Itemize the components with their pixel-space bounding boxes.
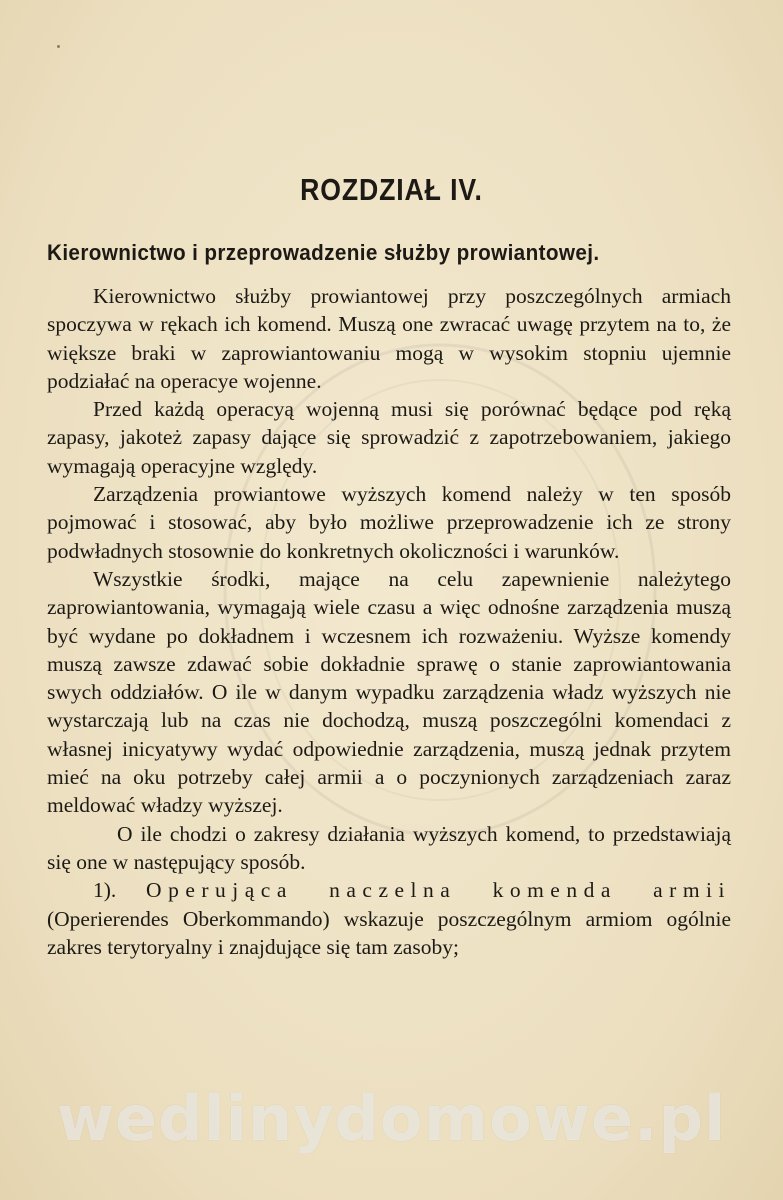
paragraph-5: O ile chodzi o zakresy działania wyższych komend, to przedstawiają się one w następujący sposób. [47, 821, 731, 874]
list-item-text: (Operierendes Oberkommando) wskazuje poszczególnym armiom ogólnie zakres terytoryalny i znajdujące się tam zasoby; [47, 906, 731, 959]
site-watermark: wedlinydomowe.pl [56, 1082, 727, 1155]
list-item-1 [47, 876, 731, 961]
chapter-subheading: Kierownictwo i przeprowadzenie służby prowiantowej. [47, 240, 600, 265]
paragraph-1: Kierownictwo służby prowiantowej przy poszczególnych armiach spoczywa w rękach ich komend. Muszą one zwracać uwagę przytem na to, że większe braki w zaprowiantowaniu mogą w wysokim stopniu ujemnie podziałać na operacye wojenne. [47, 284, 731, 393]
chapter-heading: ROZDZIAŁ IV. [300, 172, 483, 207]
list-item-spaced-phrase: Operująca naczelna komenda armii [146, 878, 731, 903]
page-speck [57, 45, 60, 48]
body-text [47, 282, 731, 961]
paragraph-2: Przed każdą operacyą wojenną musi się porównać będące pod ręką zapasy, jakoteż zapasy dające się sprowadzić z zapotrzebowaniem, jakiego wymagają operacyjne względy. [47, 397, 731, 478]
paragraph-3: Zarządzenia prowiantowe wyższych komend należy w ten sposób pojmować i stosować, aby było możliwe przeprowadzenie ich ze strony podwładnych stosownie do konkretnych okoliczności i warunków. [47, 482, 731, 563]
paragraph-4: Wszystkie środki, mające na celu zapewnienie należytego zaprowiantowania, wymagają wiele czasu a więc odnośne zarządzenia muszą być wydane po dokładnem i wczesnem ich rozważeniu. Wyższe komendy muszą zawsze zdawać sobie dokładnie sprawę o stanie zaprowiantowania swych oddziałów. O ile w danym wypadku zarządzenia władz wyższych nie wystarczają lub na czas nie dochodzą, muszą poszczególni komendaci z własnej inicyatywy wydać odpowiednie zarządzenia, muszą jednak przytem mieć na oku potrzeby całej armii a o poczynionych zarządzeniach zaraz meldować władzy wyższej. [47, 566, 731, 818]
list-item-number: 1). [93, 878, 117, 903]
